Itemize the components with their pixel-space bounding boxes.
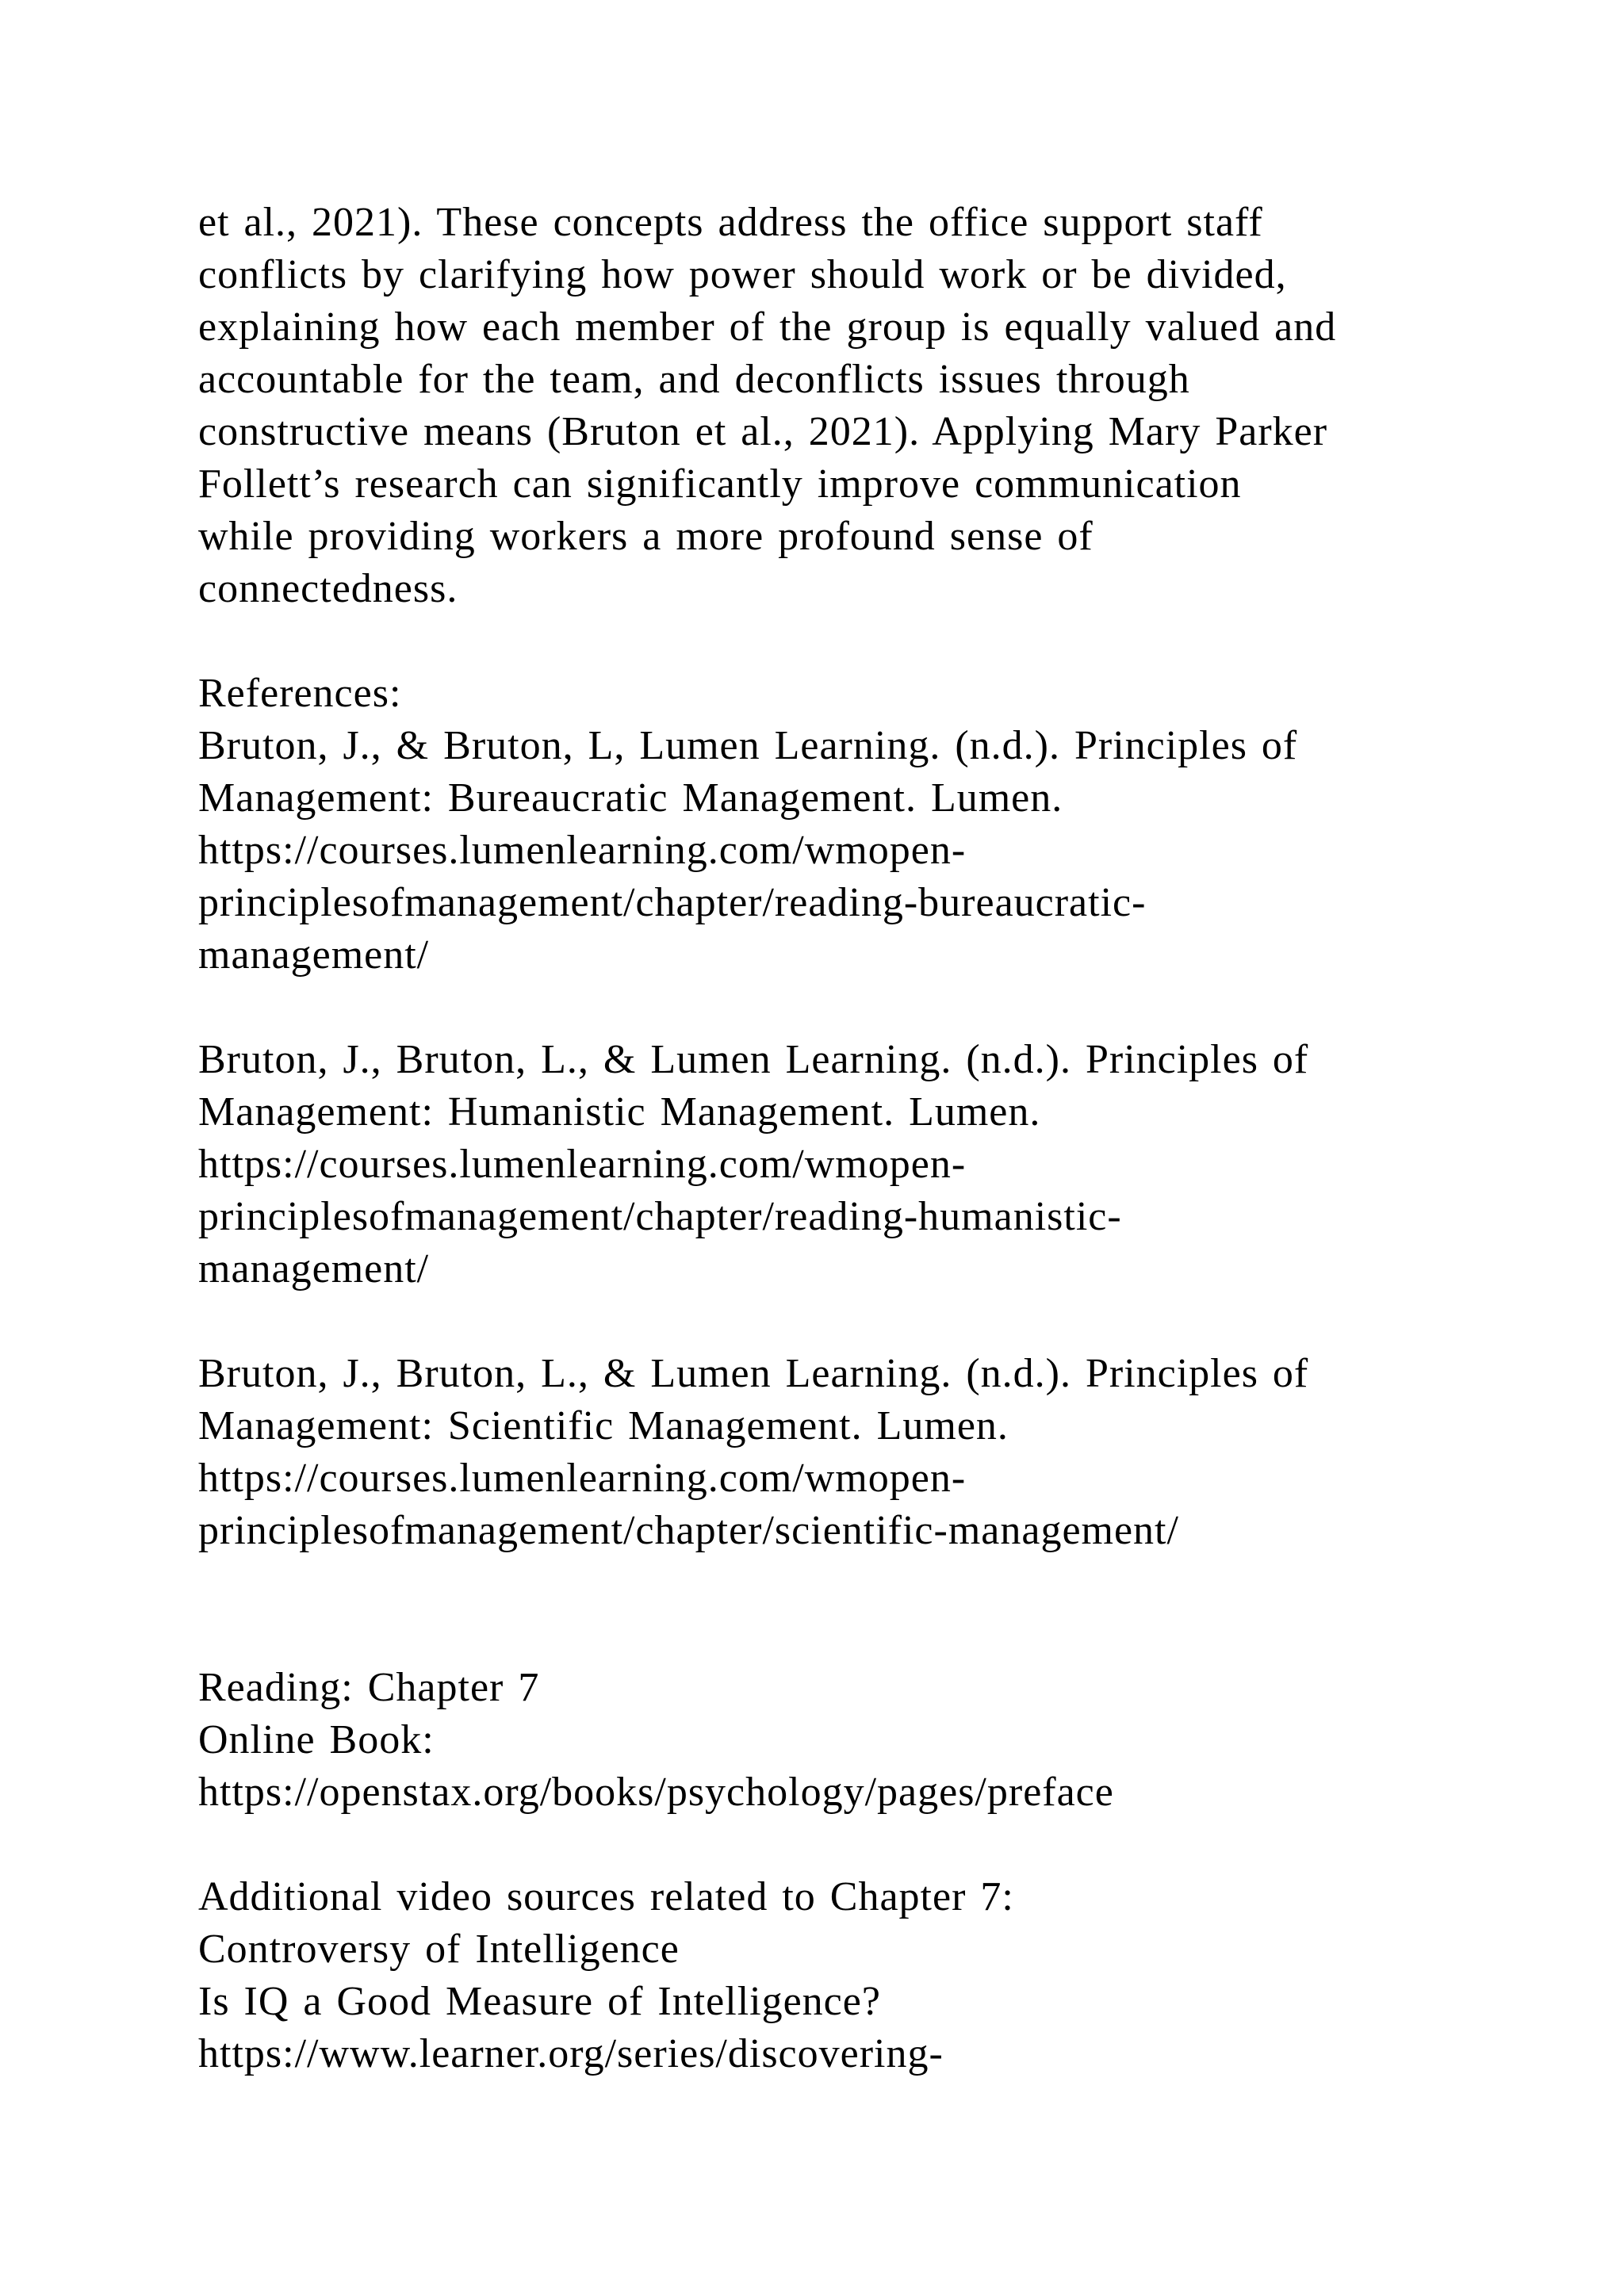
reference-line: Management: Bureaucratic Management. Lumen. — [198, 775, 1063, 821]
paragraph-line: constructive means (Bruton et al., 2021). Applying Mary Parker — [198, 409, 1328, 454]
online-book-label: Online Book: — [198, 1717, 435, 1762]
reference-url-line: management/ — [198, 1246, 430, 1292]
video-topic: Controversy of Intelligence — [198, 1927, 680, 1972]
reference-entry-humanistic — [198, 1034, 1499, 1295]
reference-url-line: management/ — [198, 932, 430, 978]
references-section — [198, 668, 1499, 1557]
reading-chapter: Reading: Chapter 7 — [198, 1665, 540, 1710]
paragraph-line: Follett’s research can significantly improve communication — [198, 461, 1242, 507]
reading-section — [198, 1662, 1499, 1819]
paragraph-line: while providing workers a more profound sense of — [198, 514, 1094, 559]
paragraph-line: et al., 2021). These concepts address the office support staff — [198, 200, 1263, 245]
reference-entry-bureaucratic — [198, 720, 1499, 982]
additional-videos-heading: Additional video sources related to Chapter 7: — [198, 1874, 1014, 1919]
document-text — [198, 197, 1499, 2080]
reference-line: Management: Scientific Management. Lumen. — [198, 1403, 1009, 1448]
reference-url-line: https://courses.lumenlearning.com/wmopen- — [198, 1142, 967, 1187]
body-paragraph — [198, 197, 1499, 615]
online-book-url: https://openstax.org/books/psychology/pages/preface — [198, 1770, 1114, 1815]
video-title: Is IQ a Good Measure of Intelligence? — [198, 1979, 881, 2024]
reference-entry-scientific — [198, 1348, 1499, 1557]
reference-line: Bruton, J., & Bruton, L, Lumen Learning. (n.d.). Principles of — [198, 723, 1298, 768]
additional-videos-section — [198, 1871, 1499, 2080]
reference-url-line: https://courses.lumenlearning.com/wmopen- — [198, 828, 967, 873]
paragraph-line: explaining how each member of the group is equally valued and — [198, 304, 1337, 350]
paragraph-line: conflicts by clarifying how power should work or be divided, — [198, 252, 1287, 297]
reference-url-line: principlesofmanagement/chapter/scientific-management/ — [198, 1508, 1179, 1553]
references-heading: References: — [198, 671, 402, 716]
paragraph-line: accountable for the team, and deconflicts issues through — [198, 357, 1190, 402]
reference-line: Bruton, J., Bruton, L., & Lumen Learning. (n.d.). Principles of — [198, 1351, 1309, 1396]
reference-line: Management: Humanistic Management. Lumen. — [198, 1089, 1041, 1135]
reference-line: Bruton, J., Bruton, L., & Lumen Learning. (n.d.). Principles of — [198, 1037, 1309, 1082]
video-url: https://www.learner.org/series/discovering- — [198, 2031, 944, 2076]
reference-url-line: https://courses.lumenlearning.com/wmopen- — [198, 1456, 967, 1501]
paragraph-line: connectedness. — [198, 566, 458, 611]
reference-url-line: principlesofmanagement/chapter/reading-bureaucratic- — [198, 880, 1147, 925]
reference-url-line: principlesofmanagement/chapter/reading-humanistic- — [198, 1194, 1122, 1239]
